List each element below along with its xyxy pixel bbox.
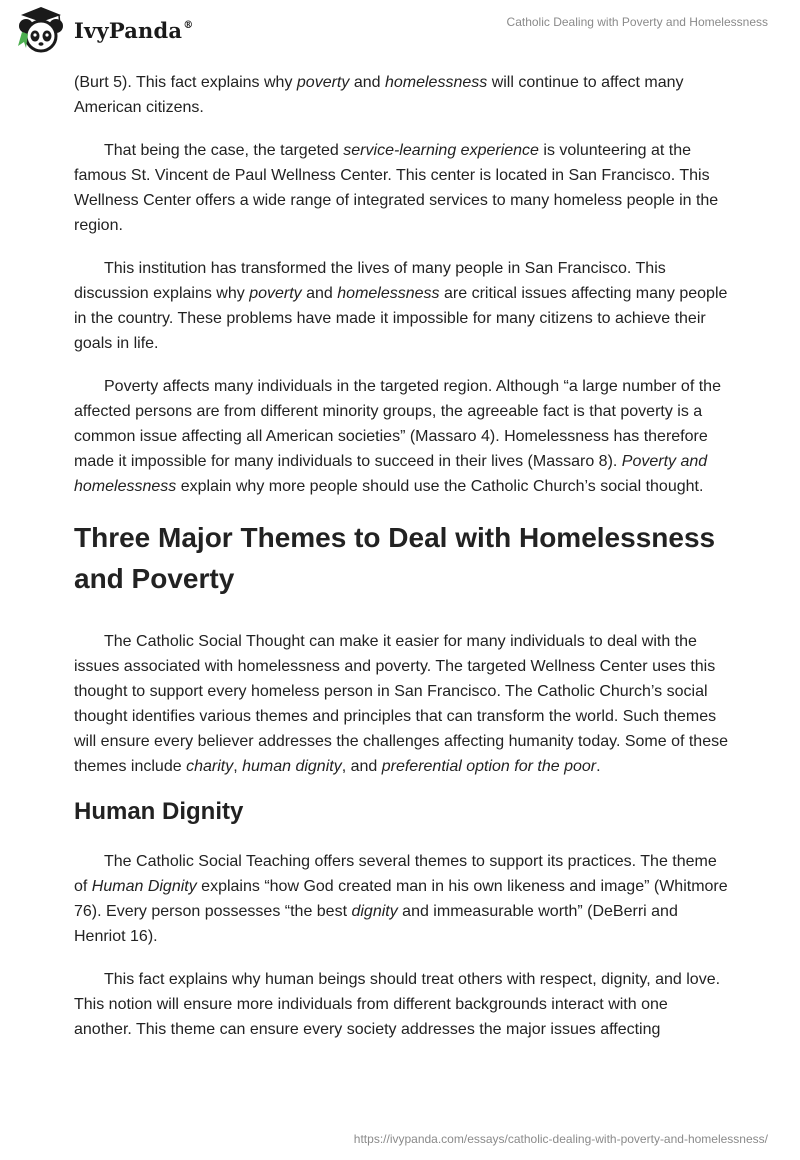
text-run: Poverty affects many individuals in the targeted region. Although “a large number of the affected persons are from different minority groups, the agreeable fact is that poverty is a common issue affecting all American societies” (Massaro 4). Homelessness has therefore made it impossible for many individuals to succeed in their lives (Massaro 8). [74, 378, 721, 470]
italic-text: poverty [249, 285, 302, 302]
page-header [0, 0, 800, 62]
essay-body [74, 70, 728, 1060]
brand-logo[interactable] [14, 6, 193, 54]
panda-graduation-cap-icon [14, 6, 68, 54]
paragraph [74, 629, 728, 779]
text-run: The Catholic Social Teaching offers several themes to support its practices. The theme of [74, 853, 717, 895]
italic-text: dignity [351, 903, 398, 920]
paragraph [74, 256, 728, 356]
text-run: and [349, 74, 385, 91]
text-run: will continue to affect many American citizens. [74, 74, 684, 116]
paragraph [74, 967, 728, 1042]
text-run: . [596, 758, 601, 775]
italic-text: homelessness [337, 285, 440, 302]
section-heading: Three Major Themes to Deal with Homelessness and Poverty [74, 522, 716, 594]
italic-text: Poverty and homelessness [74, 453, 708, 495]
document-title: Catholic Dealing with Poverty and Homelessness [506, 15, 768, 29]
text-run: , [233, 758, 243, 775]
text-run: This fact explains why human beings should treat others with respect, dignity, and love. This notion will ensure more individuals from different backgrounds interact with one another. This theme can ensure every society addresses the major issues affecting [74, 971, 721, 1038]
paragraph [74, 70, 728, 120]
italic-text: homelessness [384, 74, 488, 91]
italic-text: poverty [296, 74, 350, 91]
text-run: explains “how God created man in his own likeness and image” (Whitmore 76). Every person possesses “the best [74, 878, 728, 920]
italic-text: preferential option for the poor [381, 758, 597, 775]
subsection-heading: Human Dignity [74, 798, 244, 825]
text-run: is volunteering at the famous St. Vincent de Paul Wellness Center. This center is located in San Francisco. This Wellness Center offers a wide range of integrated services to many homeless people in the region. [74, 142, 719, 234]
text-run: This institution has transformed the lives of many people in San Francisco. This discussion explains why [74, 260, 666, 302]
text-run: explain why more people should use the Catholic Church’s social thought. [176, 478, 704, 495]
text-run: That being the case, the targeted [104, 142, 344, 159]
paragraph [74, 849, 728, 949]
italic-text: service-learning experience [343, 142, 539, 159]
text-run: and immeasurable worth” (DeBerri and Henriot 16). [74, 903, 678, 945]
text-run: The Catholic Social Thought can make it easier for many individuals to deal with the issues associated with homelessness and poverty. The targeted Wellness Center uses this thought to support every homeless person in San Francisco. The Catholic Church’s social thought identifies various themes and principles that can transform the world. Such themes will ensure every believer addresses the challenges affecting humanity today. Some of these themes include [74, 633, 728, 775]
italic-text: charity [186, 758, 234, 775]
text-run: are critical issues affecting many people in the country. These problems have made it impossible for many citizens to achieve their goals in life. [74, 285, 728, 352]
italic-text: Human Dignity [91, 878, 197, 895]
text-run: , and [341, 758, 382, 775]
text-run: and [301, 285, 338, 302]
paragraph [74, 138, 728, 238]
source-url[interactable]: https://ivypanda.com/essays/catholic-dealing-with-poverty-and-homelessness/ [353, 1132, 768, 1146]
paragraph [74, 374, 728, 499]
brand-name: IvyPanda® [74, 17, 194, 43]
text-run: (Burt 5). This fact explains why [74, 74, 297, 91]
italic-text: human dignity [242, 758, 342, 775]
